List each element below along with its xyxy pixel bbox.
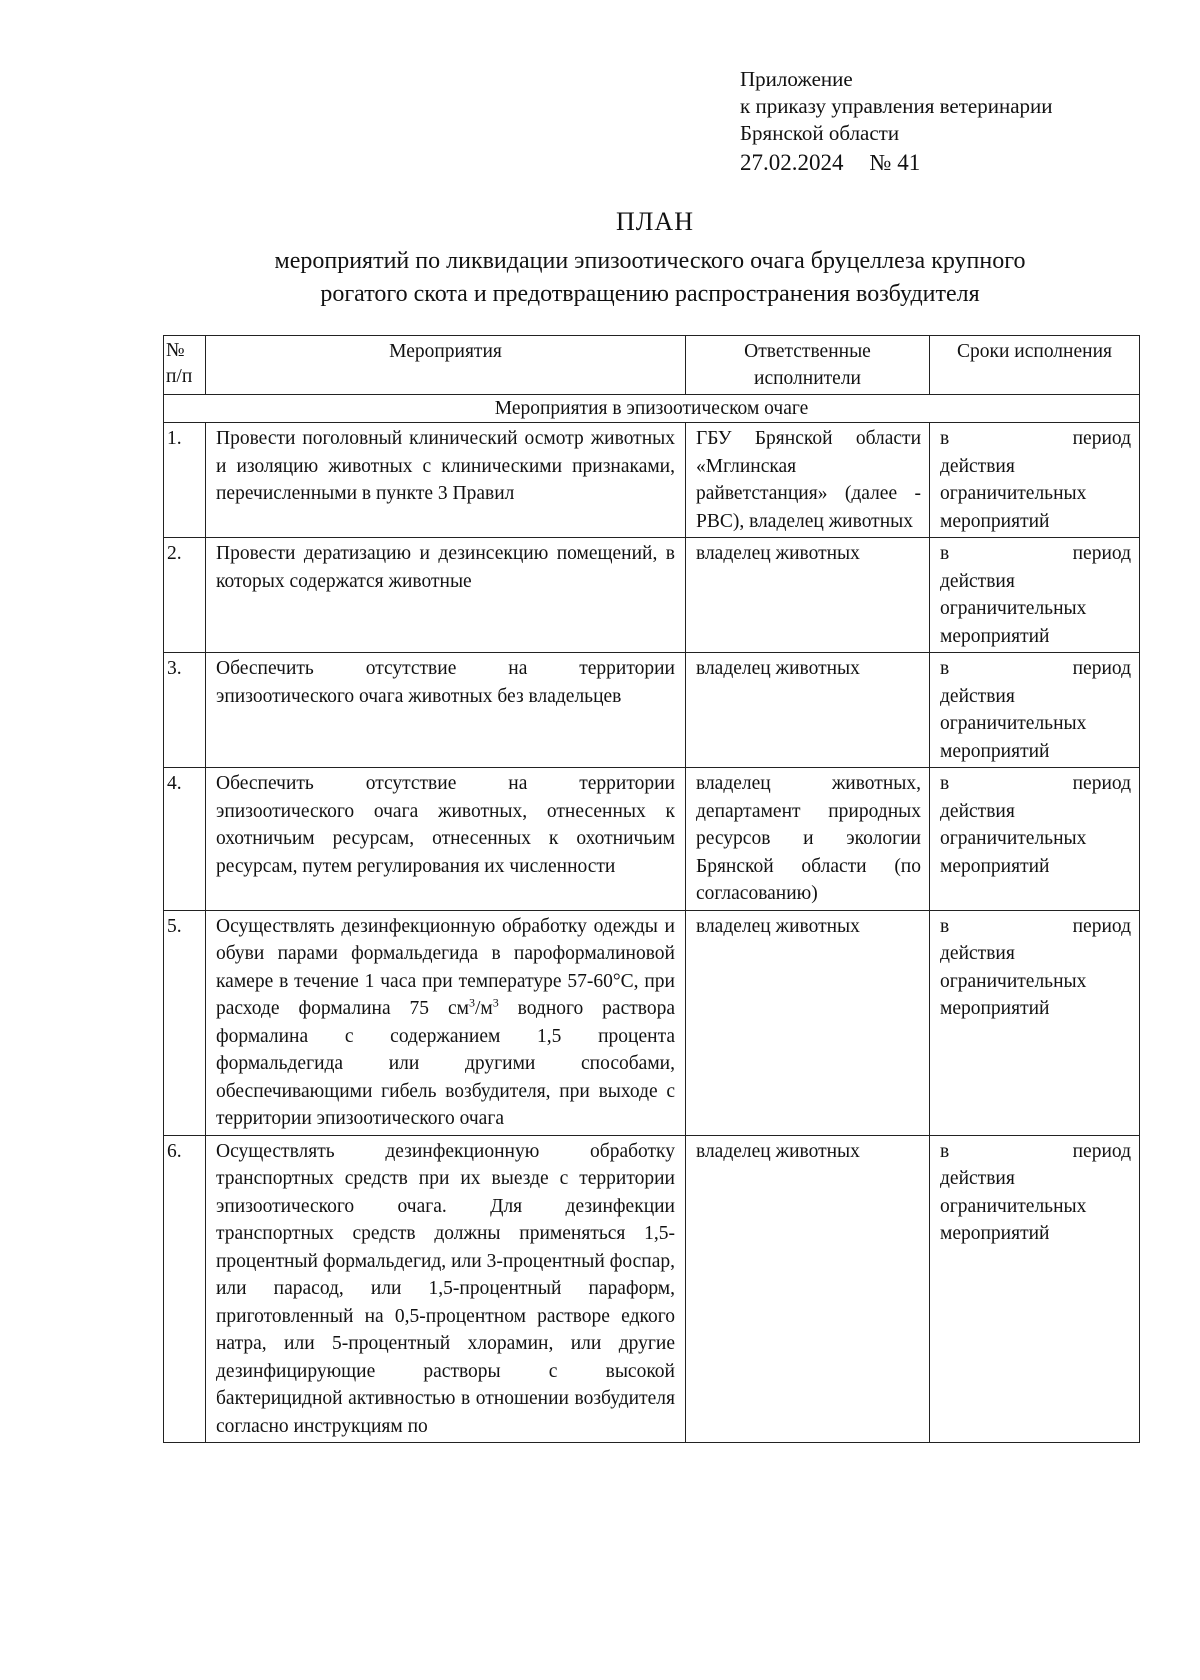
row-number: 5. — [164, 910, 206, 1135]
table-row — [164, 910, 1140, 1135]
row-responsible: владелец животных — [686, 1135, 930, 1443]
header-terms: Сроки исполнения — [930, 336, 1140, 395]
row-terms: в период действия ограничительных мероприятий — [930, 768, 1140, 911]
row-activity: Осуществлять дезинфекционную обработку одежды и обуви парами формальдегида в пароформалиновой камере в течение 1 часа при температуре 57-60°С, при расходе формалина 75 $см^3/м^3$ водного раствора формалина с содержанием 1,5 процента формальдегида или другими способами, обеспечивающими гибель возбудителя, при выходе с территории эпизоотического очага — [206, 910, 686, 1135]
order-reference: к приказу управления ветеринарии — [740, 94, 1053, 118]
row-responsible: владелец животных, департамент природных ресурсов и экологии Брянской области (по согласованию) — [686, 768, 930, 911]
row-responsible: владелец животных — [686, 653, 930, 768]
row-terms: в период действия ограничительных мероприятий — [930, 653, 1140, 768]
subtitle-line-1: мероприятий по ликвидации эпизоотического очага бруцеллеза крупного — [274, 248, 1026, 274]
row-number: 4. — [164, 768, 206, 911]
order-number: № 41 — [869, 150, 921, 175]
header-num: № п/п — [164, 336, 206, 395]
section-title: Мероприятия в эпизоотическом очаге — [164, 395, 1140, 423]
section-row — [164, 395, 1140, 423]
order-date-number — [740, 149, 1053, 176]
row-terms: в период действия ограничительных мероприятий — [930, 538, 1140, 653]
row-activity: Обеспечить отсутствие на территории эпизоотического очага животных без владельцев — [206, 653, 686, 768]
document-title: ПЛАН — [616, 207, 694, 236]
subtitle-line-2: рогатого скота и предотвращению распространения возбудителя — [320, 281, 980, 307]
row-responsible: ГБУ Брянской области «Мглинская райветстанция» (далее - РВС), владелец животных — [686, 423, 930, 538]
plan-table — [163, 335, 1140, 1443]
row-number: 3. — [164, 653, 206, 768]
document-subtitle — [180, 245, 1120, 311]
header-responsible: Ответственные исполнители — [686, 336, 930, 395]
row-number: 1. — [164, 423, 206, 538]
row-terms: в период действия ограничительных мероприятий — [930, 1135, 1140, 1443]
header-activity: Мероприятия — [206, 336, 686, 395]
row-activity: Осуществлять дезинфекционную обработку транспортных средств при их выезде с территории эпизоотического очага. Для дезинфекции транспортных средств должны применяться 1,5-процентный формальдегид, или 3-процентный фоспар, или парасод, или 1,5-процентный параформ, приготовленный на 0,5-процентном растворе едкого натра, или 5-процентный хлорамин, или другие дезинфицирующие растворы с высокой бактерицидной активностью в отношении возбудителя согласно инструкциям по — [206, 1135, 686, 1443]
row-responsible: владелец животных — [686, 538, 930, 653]
order-date: 27.02.2024 — [740, 150, 844, 175]
row-activity: Провести поголовный клинический осмотр животных и изоляцию животных с клиническими признаками, перечисленными в пункте 3 Правил — [206, 423, 686, 538]
region-name: Брянской области — [740, 121, 900, 145]
table-row — [164, 423, 1140, 538]
appendix-label: Приложение — [740, 67, 853, 91]
row-activity: Обеспечить отсутствие на территории эпизоотического очага животных, отнесенных к охотничьим ресурсам, отнесенных к охотничьим ресурсам, путем регулирования их численности — [206, 768, 686, 911]
row-number: 2. — [164, 538, 206, 653]
row-activity: Провести дератизацию и дезинсекцию помещений, в которых содержатся животные — [206, 538, 686, 653]
table-row — [164, 653, 1140, 768]
table-header-row — [164, 336, 1140, 395]
row-terms: в период действия ограничительных мероприятий — [930, 423, 1140, 538]
row-terms: в период действия ограничительных мероприятий — [930, 910, 1140, 1135]
table-row — [164, 538, 1140, 653]
row-number: 6. — [164, 1135, 206, 1443]
table-row — [164, 1135, 1140, 1443]
appendix-header — [740, 66, 1053, 176]
row-responsible: владелец животных — [686, 910, 930, 1135]
table-row — [164, 768, 1140, 911]
